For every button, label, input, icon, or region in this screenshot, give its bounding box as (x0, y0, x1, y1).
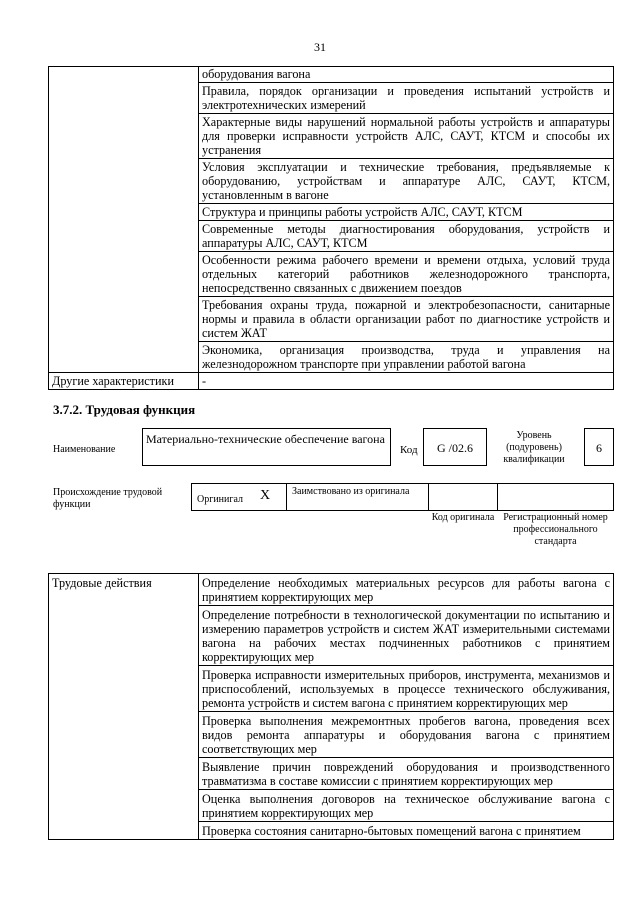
table-row: Проверка исправности измерительных приборов, инструмента, механизмов и приспособлений, используемых в процессе технического обслуживания, ремонта устройств и систем вагона с принятием корректирующих мер (199, 666, 614, 712)
table-label-cell (49, 67, 199, 373)
table-row: Требования охраны труда, пожарной и электробезопасности, санитарные нормы и правила в области организации работ по диагностике устройств и систем ЖАТ (199, 297, 614, 342)
registration-number-box (497, 483, 614, 511)
section-heading: 3.7.2. Трудовая функция (53, 402, 196, 417)
original-code-box (428, 483, 498, 511)
function-name-box (142, 428, 391, 466)
table-row: Характерные виды нарушений нормальной работы устройств и аппаратуры для проверки исправности устройств АЛС, САУТ, КТСМ и способы их устранения (199, 114, 614, 159)
function-name-value: Материально-технические обеспечение вагона (146, 432, 385, 446)
other-characteristics-value: - (199, 373, 614, 390)
actions-label: Трудовые действия (49, 574, 199, 840)
other-characteristics-label: Другие характеристики (49, 373, 199, 390)
original-mark: X (260, 488, 271, 503)
origin-label: Происхождение трудовой функции (53, 487, 163, 510)
page-number: 31 (314, 40, 326, 54)
table-row: Условия эксплуатации и технические требования, предъявляемые к оборудованию, устройствам и аппаратуре АЛС, САУТ, КТСМ, установленным в вагоне (199, 159, 614, 204)
code-caption: Код оригинала (431, 512, 495, 523)
borrowed-box (286, 483, 429, 511)
code-box (423, 428, 487, 466)
table-row: Оценка выполнения договоров на техническое обслуживание вагона с принятием корректирующих мер (199, 790, 614, 822)
table-row: Правила, порядок организации и проведения испытаний устройств и электротехнических измерений (199, 83, 614, 114)
code-label: Код (400, 444, 418, 456)
original-label: Оргинигал (197, 494, 243, 505)
table-row: Выявление причин повреждений оборудования и производственного травматизма в составе комиссии с принятием корректирующих мер (199, 758, 614, 790)
registration-caption: Регистрационный номер профессионального стандарта (503, 512, 608, 547)
table-row: Проверка состояния санитарно-бытовых помещений вагона с принятием (199, 822, 614, 840)
level-value: 6 (596, 441, 602, 455)
table-row: Особенности режима рабочего времени и времени отдыха, условий труда отдельных категорий работников железнодорожного транспорта, непосредственно связанных с движением поездов (199, 252, 614, 297)
name-label: Наименование (53, 444, 116, 455)
table-row: Определение необходимых материальных ресурсов для работы вагона с принятием корректирующих мер (199, 574, 614, 606)
knowledge-table (48, 66, 614, 390)
table-row: Экономика, организация производства, труда и управления на железнодорожном транспорте при управлении работой вагона (199, 342, 614, 373)
table-row: Определение потребности в технологической документации по испытанию и измерению параметров устройств и систем ЖАТ измерительными системами вагона на рабочих местах подчиненных работников с принятием корректирующих мер (199, 606, 614, 666)
table-row: Структура и принципы работы устройств АЛС, САУТ, КТСМ (199, 204, 614, 221)
labor-actions-table (48, 573, 614, 840)
level-box (584, 428, 614, 466)
code-value: G /02.6 (437, 441, 473, 455)
table-row: Проверка выполнения межремонтных пробегов вагона, проведения всех видов ремонта аппаратуры и оборудования вагона с принятием соответствующих мер (199, 712, 614, 758)
original-box (191, 483, 287, 511)
borrowed-label: Заимствовано из оригинала (292, 486, 410, 497)
table-row: Современные методы диагностирования оборудования, устройств и аппаратуры АЛС, САУТ, КТСМ (199, 221, 614, 252)
level-label: Уровень (подуровень) квалификации (503, 430, 565, 465)
table-row: оборудования вагона (199, 67, 614, 83)
